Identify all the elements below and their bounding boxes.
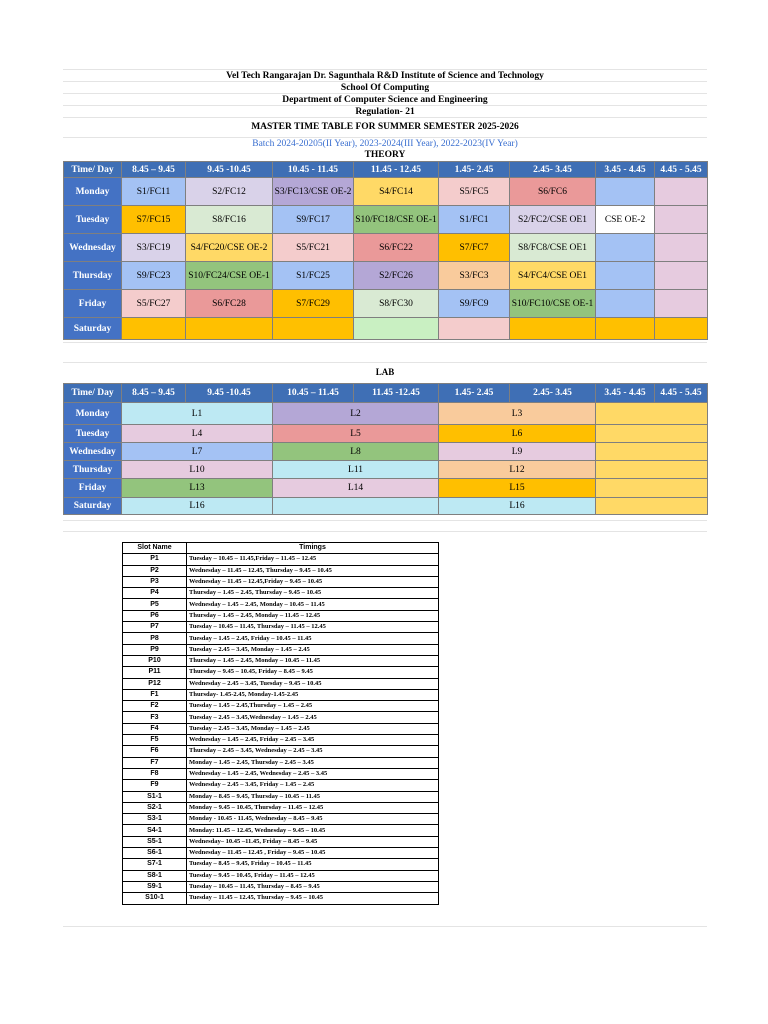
slot-timing: Tuesday – 1.45 – 2.45, Friday – 10.45 – 11.45 bbox=[187, 633, 439, 644]
slot-name-header: Slot Name bbox=[123, 543, 187, 554]
theory-cell bbox=[596, 290, 655, 318]
theory-cell bbox=[354, 318, 439, 340]
slot-name: P4 bbox=[123, 588, 187, 599]
theory-cell: S9/FC9 bbox=[439, 290, 510, 318]
slot-row bbox=[123, 655, 439, 666]
col-header: 3.45 - 4.45 bbox=[596, 384, 655, 403]
slot-name: S3-1 bbox=[123, 814, 187, 825]
slot-timing: Thursday- 1.45-2.45, Monday-1.45-2.45 bbox=[187, 689, 439, 700]
slot-timing: Monday – 1.45 – 2.45, Thursday – 2.45 – 3.45 bbox=[187, 757, 439, 768]
theory-timetable bbox=[63, 161, 708, 340]
slot-name: S4-1 bbox=[123, 825, 187, 836]
slot-timing: Tuesday – 10.45 – 11.45,Friday – 11.45 – 12.45 bbox=[187, 554, 439, 565]
slot-row bbox=[123, 565, 439, 576]
lab-block: L16 bbox=[122, 498, 273, 515]
slot-name: P7 bbox=[123, 622, 187, 633]
col-header: Time/ Day bbox=[64, 384, 122, 403]
theory-row-tuesday bbox=[64, 206, 708, 234]
lab-block: L5 bbox=[273, 425, 439, 443]
theory-cell: S10/FC24/CSE OE-1 bbox=[186, 262, 273, 290]
lab-block: L4 bbox=[122, 425, 273, 443]
slot-row bbox=[123, 723, 439, 734]
theory-cell: S6/FC22 bbox=[354, 234, 439, 262]
day-label: Tuesday bbox=[64, 425, 122, 443]
lab-block bbox=[596, 461, 708, 479]
slot-row bbox=[123, 757, 439, 768]
theory-cell: S1/FC11 bbox=[122, 178, 186, 206]
lab-block: L6 bbox=[439, 425, 596, 443]
theory-cell bbox=[655, 206, 708, 234]
slot-timing: Tuesday – 2.45 – 3.45,Wednesday – 1.45 – 2.45 bbox=[187, 712, 439, 723]
slot-name: S9-1 bbox=[123, 881, 187, 892]
slot-row bbox=[123, 644, 439, 655]
slot-row bbox=[123, 701, 439, 712]
theory-cell bbox=[655, 262, 708, 290]
slot-name: P8 bbox=[123, 633, 187, 644]
slot-timing: Wednesday – 1.45 – 2.45, Monday – 10.45 – 11.45 bbox=[187, 599, 439, 610]
slot-name: F1 bbox=[123, 689, 187, 700]
theory-cell: S9/FC23 bbox=[122, 262, 186, 290]
lab-block: L14 bbox=[273, 479, 439, 498]
theory-cell bbox=[655, 178, 708, 206]
slot-row bbox=[123, 893, 439, 904]
col-header: 10.45 - 11.45 bbox=[273, 162, 354, 178]
slot-row bbox=[123, 610, 439, 621]
lab-row-friday bbox=[64, 479, 708, 498]
lab-block: L7 bbox=[122, 443, 273, 461]
col-header: 8.45 – 9.45 bbox=[122, 384, 186, 403]
slot-timing: Tuesday – 10.45 – 11.45, Thursday – 8.45 – 9.45 bbox=[187, 881, 439, 892]
slot-row bbox=[123, 712, 439, 723]
day-label: Tuesday bbox=[64, 206, 122, 234]
slot-timing: Thursday – 1.45 – 2.45, Monday – 11.45 – 12.45 bbox=[187, 610, 439, 621]
slot-timing: Wednesday – 11.45 – 12.45, Thursday – 9.45 – 10.45 bbox=[187, 565, 439, 576]
slot-name: P3 bbox=[123, 576, 187, 587]
slot-header-row bbox=[123, 543, 439, 554]
slot-row bbox=[123, 859, 439, 870]
lab-row-monday bbox=[64, 403, 708, 425]
theory-cell: S2/FC26 bbox=[354, 262, 439, 290]
day-label: Monday bbox=[64, 178, 122, 206]
slot-row bbox=[123, 746, 439, 757]
col-header: 1.45- 2.45 bbox=[439, 162, 510, 178]
slot-name: P5 bbox=[123, 599, 187, 610]
slot-timing: Tuesday – 9.45 – 10.45, Friday – 11.45 – 12.45 bbox=[187, 870, 439, 881]
slot-name: S5-1 bbox=[123, 836, 187, 847]
slot-name: F2 bbox=[123, 701, 187, 712]
lab-block: L15 bbox=[439, 479, 596, 498]
school-name: School Of Computing bbox=[340, 83, 430, 93]
slot-row bbox=[123, 836, 439, 847]
col-header: 4.45 - 5.45 bbox=[655, 384, 708, 403]
theory-cell: S5/FC21 bbox=[273, 234, 354, 262]
day-label: Friday bbox=[64, 290, 122, 318]
slot-name: S8-1 bbox=[123, 870, 187, 881]
slot-name: F9 bbox=[123, 780, 187, 791]
slot-name: P9 bbox=[123, 644, 187, 655]
lab-label: LAB bbox=[375, 367, 395, 377]
lab-block: L12 bbox=[439, 461, 596, 479]
slot-row bbox=[123, 678, 439, 689]
theory-cell bbox=[655, 290, 708, 318]
slot-timing: Thursday – 1.45 – 2.45, Thursday – 9.45 – 10.45 bbox=[187, 588, 439, 599]
col-header: 2.45- 3.45 bbox=[510, 384, 596, 403]
theory-cell: S5/FC27 bbox=[122, 290, 186, 318]
theory-cell: S1/FC25 bbox=[273, 262, 354, 290]
slot-name: P2 bbox=[123, 565, 187, 576]
theory-row-monday bbox=[64, 178, 708, 206]
theory-cell: S7/FC29 bbox=[273, 290, 354, 318]
col-header: Time/ Day bbox=[64, 162, 122, 178]
col-header: 11.45 -12.45 bbox=[354, 384, 439, 403]
slot-row bbox=[123, 768, 439, 779]
slot-timing: Wednesday – 11.45 – 12.45 , Friday – 9.45 – 10.45 bbox=[187, 848, 439, 859]
slot-name: S7-1 bbox=[123, 859, 187, 870]
lab-block bbox=[273, 498, 439, 515]
day-label: Thursday bbox=[64, 461, 122, 479]
lab-block bbox=[596, 479, 708, 498]
slot-row bbox=[123, 599, 439, 610]
col-header: 10.45 – 11.45 bbox=[273, 384, 354, 403]
slot-row bbox=[123, 791, 439, 802]
theory-row-wednesday bbox=[64, 234, 708, 262]
timings-header: Timings bbox=[187, 543, 439, 554]
slot-timing: Thursday – 2.45 – 3.45, Wednesday – 2.45 – 3.45 bbox=[187, 746, 439, 757]
slot-row bbox=[123, 825, 439, 836]
slot-row bbox=[123, 554, 439, 565]
theory-cell: S8/FC8/CSE OE1 bbox=[510, 234, 596, 262]
theory-header-row bbox=[64, 162, 708, 178]
col-header: 4.45 - 5.45 bbox=[655, 162, 708, 178]
theory-cell bbox=[596, 178, 655, 206]
theory-cell bbox=[655, 318, 708, 340]
day-label: Saturday bbox=[64, 318, 122, 340]
slot-name: F4 bbox=[123, 723, 187, 734]
slot-timing: Monday – 9.45 – 10.45, Thursday – 11.45 – 12.45 bbox=[187, 802, 439, 813]
theory-cell bbox=[655, 234, 708, 262]
lab-block bbox=[596, 425, 708, 443]
theory-cell: S3/FC3 bbox=[439, 262, 510, 290]
slot-timing: Tuesday – 10.45 – 11.45, Thursday – 11.45 – 12.45 bbox=[187, 622, 439, 633]
slot-timing: Wednesday – 2.45 – 3.45, Tuesday – 9.45 – 10.45 bbox=[187, 678, 439, 689]
day-label: Monday bbox=[64, 403, 122, 425]
theory-row-friday bbox=[64, 290, 708, 318]
lab-block: L10 bbox=[122, 461, 273, 479]
slot-name: F6 bbox=[123, 746, 187, 757]
theory-cell: S6/FC28 bbox=[186, 290, 273, 318]
slot-row bbox=[123, 622, 439, 633]
col-header: 2.45- 3.45 bbox=[510, 162, 596, 178]
theory-cell: S8/FC16 bbox=[186, 206, 273, 234]
slot-timing: Thursday – 1.45 – 2.45, Monday – 10.45 – 11.45 bbox=[187, 655, 439, 666]
slot-timing: Monday - 10.45 - 11.45, Wednesday – 8.45 – 9.45 bbox=[187, 814, 439, 825]
slot-timing: Tuesday – 2.45 – 3.45, Monday – 1.45 – 2.45 bbox=[187, 723, 439, 734]
lab-row-wednesday bbox=[64, 443, 708, 461]
slot-timing: Tuesday – 1.45 – 2.45,Thursday – 1.45 – 2.45 bbox=[187, 701, 439, 712]
theory-cell bbox=[510, 318, 596, 340]
theory-cell bbox=[596, 262, 655, 290]
slot-row bbox=[123, 588, 439, 599]
slot-timing: Wednesday – 11.45 – 12.45,Friday – 9.45 – 10.45 bbox=[187, 576, 439, 587]
slot-row bbox=[123, 576, 439, 587]
col-header: 8.45 – 9.45 bbox=[122, 162, 186, 178]
slot-row bbox=[123, 780, 439, 791]
theory-row-thursday bbox=[64, 262, 708, 290]
lab-row-saturday bbox=[64, 498, 708, 515]
theory-cell bbox=[273, 318, 354, 340]
lab-header-row bbox=[64, 384, 708, 403]
department-name: Department of Computer Science and Engineering bbox=[282, 95, 488, 105]
slot-timing: Tuesday – 11.45 – 12.45, Thursday – 9.45 – 10.45 bbox=[187, 893, 439, 904]
day-label: Wednesday bbox=[64, 234, 122, 262]
theory-cell: S7/FC15 bbox=[122, 206, 186, 234]
day-label: Wednesday bbox=[64, 443, 122, 461]
lab-block: L16 bbox=[439, 498, 596, 515]
col-header: 3.45 - 4.45 bbox=[596, 162, 655, 178]
lab-block: L11 bbox=[273, 461, 439, 479]
theory-row-saturday bbox=[64, 318, 708, 340]
theory-cell bbox=[596, 318, 655, 340]
slot-name: S6-1 bbox=[123, 848, 187, 859]
theory-cell: S4/FC4/CSE OE1 bbox=[510, 262, 596, 290]
slot-name: F5 bbox=[123, 735, 187, 746]
lab-block: L9 bbox=[439, 443, 596, 461]
lab-block bbox=[596, 498, 708, 515]
batch-info: Batch 2024-20205(II Year), 2023-2024(III Year), 2022-2023(IV Year) bbox=[252, 139, 518, 149]
slot-timing: Wednesday– 10.45 –11.45, Friday – 8.45 – 9.45 bbox=[187, 836, 439, 847]
slot-timings-table bbox=[122, 542, 439, 905]
theory-cell bbox=[122, 318, 186, 340]
theory-cell bbox=[596, 234, 655, 262]
slot-row bbox=[123, 667, 439, 678]
slot-timing: Monday: 11.45 – 12.45, Wednesday – 9.45 – 10.45 bbox=[187, 825, 439, 836]
slot-timing: Monday – 8.45 – 9.45, Thursday – 10.45 – 11.45 bbox=[187, 791, 439, 802]
lab-block: L13 bbox=[122, 479, 273, 498]
theory-cell: S5/FC5 bbox=[439, 178, 510, 206]
lab-row-tuesday bbox=[64, 425, 708, 443]
slot-name: F7 bbox=[123, 757, 187, 768]
theory-cell: CSE OE-2 bbox=[596, 206, 655, 234]
slot-row bbox=[123, 848, 439, 859]
theory-cell: S9/FC17 bbox=[273, 206, 354, 234]
slot-name: P1 bbox=[123, 554, 187, 565]
slot-name: F3 bbox=[123, 712, 187, 723]
slot-name: P10 bbox=[123, 655, 187, 666]
institute-name: Vel Tech Rangarajan Dr. Sagunthala R&D Institute of Science and Technology bbox=[226, 71, 544, 81]
theory-cell: S4/FC14 bbox=[354, 178, 439, 206]
slot-name: P12 bbox=[123, 678, 187, 689]
theory-cell: S10/FC10/CSE OE-1 bbox=[510, 290, 596, 318]
slot-name: P11 bbox=[123, 667, 187, 678]
slot-name: P6 bbox=[123, 610, 187, 621]
theory-cell: S2/FC12 bbox=[186, 178, 273, 206]
theory-cell: S10/FC18/CSE OE-1 bbox=[354, 206, 439, 234]
slot-row bbox=[123, 881, 439, 892]
lab-block: L8 bbox=[273, 443, 439, 461]
slot-name: S10-1 bbox=[123, 893, 187, 904]
lab-row-thursday bbox=[64, 461, 708, 479]
lab-timetable bbox=[63, 383, 708, 515]
lab-block: L2 bbox=[273, 403, 439, 425]
col-header: 9.45 -10.45 bbox=[186, 384, 273, 403]
theory-label: THEORY bbox=[364, 150, 406, 160]
regulation: Regulation- 21 bbox=[355, 107, 415, 117]
theory-cell bbox=[186, 318, 273, 340]
page-title: MASTER TIME TABLE FOR SUMMER SEMESTER 2025-2026 bbox=[251, 122, 519, 132]
slot-row bbox=[123, 735, 439, 746]
theory-cell: S3/FC19 bbox=[122, 234, 186, 262]
slot-timing: Thursday – 9.45 – 10.45, Friday – 8.45 – 9.45 bbox=[187, 667, 439, 678]
slot-row bbox=[123, 689, 439, 700]
slot-row bbox=[123, 870, 439, 881]
col-header: 9.45 -10.45 bbox=[186, 162, 273, 178]
slot-timing: Wednesday – 1.45 – 2.45, Friday – 2.45 – 3.45 bbox=[187, 735, 439, 746]
theory-cell: S1/FC1 bbox=[439, 206, 510, 234]
slot-name: S1-1 bbox=[123, 791, 187, 802]
theory-cell: S7/FC7 bbox=[439, 234, 510, 262]
day-label: Saturday bbox=[64, 498, 122, 515]
theory-cell bbox=[439, 318, 510, 340]
slot-name: F8 bbox=[123, 768, 187, 779]
day-label: Friday bbox=[64, 479, 122, 498]
theory-cell: S3/FC13/CSE OE-2 bbox=[273, 178, 354, 206]
col-header: 11.45 - 12.45 bbox=[354, 162, 439, 178]
theory-cell: S8/FC30 bbox=[354, 290, 439, 318]
slot-timing: Tuesday – 2.45 – 3.45, Monday – 1.45 – 2.45 bbox=[187, 644, 439, 655]
slot-row bbox=[123, 814, 439, 825]
lab-block: L1 bbox=[122, 403, 273, 425]
theory-cell: S2/FC2/CSE OE1 bbox=[510, 206, 596, 234]
col-header: 1.45- 2.45 bbox=[439, 384, 510, 403]
lab-block bbox=[596, 443, 708, 461]
slot-row bbox=[123, 802, 439, 813]
lab-block: L3 bbox=[439, 403, 596, 425]
slot-row bbox=[123, 633, 439, 644]
day-label: Thursday bbox=[64, 262, 122, 290]
lab-block bbox=[596, 403, 708, 425]
slot-timing: Wednesday – 1.45 – 2.45, Wednesday – 2.45 – 3.45 bbox=[187, 768, 439, 779]
theory-cell: S6/FC6 bbox=[510, 178, 596, 206]
theory-cell: S4/FC20/CSE OE-2 bbox=[186, 234, 273, 262]
slot-timing: Wednesday – 2.45 – 3.45, Friday – 1.45 – 2.45 bbox=[187, 780, 439, 791]
slot-name: S2-1 bbox=[123, 802, 187, 813]
slot-timing: Tuesday – 8.45 – 9.45, Friday – 10.45 – 11.45 bbox=[187, 859, 439, 870]
